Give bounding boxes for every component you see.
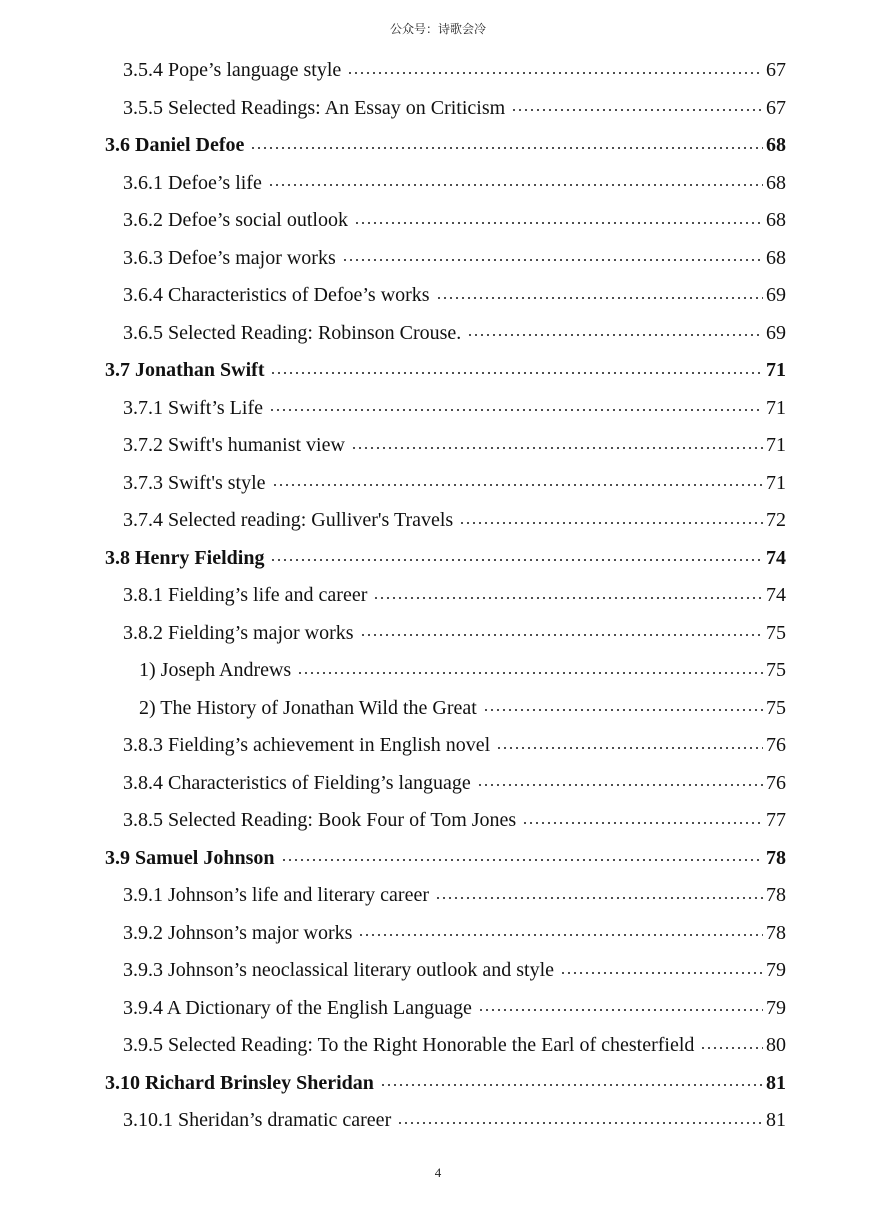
toc-entry-page: 77 bbox=[766, 809, 786, 832]
toc-entry[interactable] bbox=[0, 877, 876, 915]
toc-entry-page: 69 bbox=[766, 321, 786, 344]
toc-entry-title: 3.8.5 Selected Reading: Book Four of Tom Jones bbox=[123, 809, 522, 832]
toc-dot-leader bbox=[435, 895, 763, 901]
toc-entry-page: 68 bbox=[766, 171, 786, 194]
toc-entry-title: 3.9.3 Johnson’s neoclassical literary outlook and style bbox=[123, 959, 560, 982]
toc-dot-leader bbox=[477, 782, 763, 788]
toc-entry-page: 74 bbox=[766, 584, 786, 607]
toc-entry-page: 69 bbox=[766, 284, 786, 307]
toc-entry[interactable] bbox=[0, 1065, 876, 1103]
toc-entry[interactable] bbox=[0, 127, 876, 165]
table-of-contents bbox=[0, 52, 876, 1140]
toc-entry-title: 3.8.4 Characteristics of Fielding’s language bbox=[123, 772, 477, 795]
toc-entry-page: 71 bbox=[766, 359, 786, 382]
toc-entry-page: 79 bbox=[766, 996, 786, 1019]
toc-entry-page: 71 bbox=[766, 434, 786, 457]
toc-entry-page: 67 bbox=[766, 59, 786, 82]
toc-entry-page: 72 bbox=[766, 509, 786, 532]
toc-entry[interactable] bbox=[0, 652, 876, 690]
toc-entry[interactable] bbox=[0, 90, 876, 128]
toc-entry[interactable] bbox=[0, 277, 876, 315]
toc-entry-title: 3.9.5 Selected Reading: To the Right Honorable the Earl of chesterfield bbox=[123, 1034, 700, 1057]
toc-entry[interactable] bbox=[0, 165, 876, 203]
toc-entry-title: 3.7.2 Swift's humanist view bbox=[123, 434, 351, 457]
toc-dot-leader bbox=[360, 632, 763, 638]
toc-entry-page: 78 bbox=[766, 884, 786, 907]
toc-entry-title: 3.6.4 Characteristics of Defoe’s works bbox=[123, 284, 436, 307]
toc-dot-leader bbox=[560, 970, 763, 976]
toc-entry[interactable] bbox=[0, 465, 876, 503]
toc-entry-title: 3.5.4 Pope’s language style bbox=[123, 59, 347, 82]
page-number: 4 bbox=[434, 1165, 442, 1180]
toc-dot-leader bbox=[347, 70, 763, 76]
toc-entry[interactable] bbox=[0, 427, 876, 465]
toc-entry-page: 79 bbox=[766, 959, 786, 982]
toc-entry-page: 78 bbox=[766, 921, 786, 944]
toc-entry-page: 74 bbox=[766, 546, 786, 569]
toc-dot-leader bbox=[397, 1120, 763, 1126]
toc-entry[interactable] bbox=[0, 240, 876, 278]
toc-entry[interactable] bbox=[0, 690, 876, 728]
toc-entry-title: 3.8.3 Fielding’s achievement in English novel bbox=[123, 734, 496, 757]
toc-dot-leader bbox=[297, 670, 763, 676]
toc-entry-title: 3.9 Samuel Johnson bbox=[105, 847, 281, 870]
toc-dot-leader bbox=[269, 407, 763, 413]
toc-entry-page: 71 bbox=[766, 396, 786, 419]
toc-dot-leader bbox=[250, 145, 763, 151]
toc-entry-title: 3.7.1 Swift’s Life bbox=[123, 397, 269, 420]
toc-entry[interactable] bbox=[0, 615, 876, 653]
toc-entry-title: 3.6.2 Defoe’s social outlook bbox=[123, 209, 354, 232]
toc-entry-title: 3.5.5 Selected Readings: An Essay on Criticism bbox=[123, 97, 511, 120]
toc-entry-page: 75 bbox=[766, 696, 786, 719]
toc-dot-leader bbox=[351, 445, 763, 451]
toc-dot-leader bbox=[459, 520, 763, 526]
toc-entry-page: 71 bbox=[766, 471, 786, 494]
toc-entry-page: 81 bbox=[766, 1109, 786, 1132]
toc-entry-title: 3.6.1 Defoe’s life bbox=[123, 172, 268, 195]
page-header: 公众号：诗歌会冷 bbox=[389, 22, 486, 36]
toc-entry-title: 3.9.1 Johnson’s life and literary career bbox=[123, 884, 435, 907]
toc-dot-leader bbox=[281, 857, 764, 863]
toc-entry[interactable] bbox=[0, 502, 876, 540]
toc-entry[interactable] bbox=[0, 352, 876, 390]
toc-entry-page: 68 bbox=[766, 246, 786, 269]
toc-dot-leader bbox=[483, 707, 763, 713]
toc-entry-title: 3.8.2 Fielding’s major works bbox=[123, 622, 360, 645]
toc-entry-page: 76 bbox=[766, 734, 786, 757]
toc-dot-leader bbox=[496, 745, 763, 751]
toc-entry-page: 75 bbox=[766, 659, 786, 682]
toc-entry[interactable] bbox=[0, 390, 876, 428]
toc-dot-leader bbox=[522, 820, 763, 826]
toc-entry-title: 3.6.5 Selected Reading: Robinson Crouse. bbox=[123, 322, 467, 345]
toc-dot-leader bbox=[272, 482, 764, 488]
toc-entry-page: 81 bbox=[766, 1071, 786, 1094]
toc-entry-page: 75 bbox=[766, 621, 786, 644]
toc-entry[interactable] bbox=[0, 315, 876, 353]
toc-entry[interactable] bbox=[0, 990, 876, 1028]
toc-entry[interactable] bbox=[0, 1027, 876, 1065]
toc-dot-leader bbox=[436, 295, 763, 301]
toc-entry[interactable] bbox=[0, 952, 876, 990]
toc-entry-title: 3.10.1 Sheridan’s dramatic career bbox=[123, 1109, 397, 1132]
toc-entry-title: 3.7.3 Swift's style bbox=[123, 472, 272, 495]
toc-entry-title: 3.8.1 Fielding’s life and career bbox=[123, 584, 373, 607]
toc-dot-leader bbox=[270, 370, 763, 376]
toc-dot-leader bbox=[467, 332, 763, 338]
toc-entry[interactable] bbox=[0, 727, 876, 765]
toc-entry[interactable] bbox=[0, 1102, 876, 1140]
toc-entry-title: 3.7 Jonathan Swift bbox=[105, 359, 270, 382]
toc-entry-title: 3.9.4 A Dictionary of the English Language bbox=[123, 997, 478, 1020]
toc-dot-leader bbox=[268, 182, 763, 188]
toc-entry[interactable] bbox=[0, 802, 876, 840]
toc-dot-leader bbox=[373, 595, 763, 601]
toc-entry-title: 1) Joseph Andrews bbox=[139, 659, 297, 682]
toc-entry-page: 76 bbox=[766, 771, 786, 794]
toc-entry[interactable] bbox=[0, 840, 876, 878]
toc-dot-leader bbox=[700, 1045, 763, 1051]
toc-dot-leader bbox=[478, 1007, 763, 1013]
toc-entry-title: 3.7.4 Selected reading: Gulliver's Travels bbox=[123, 509, 459, 532]
toc-entry-page: 78 bbox=[766, 846, 786, 869]
toc-entry[interactable] bbox=[0, 915, 876, 953]
toc-dot-leader bbox=[511, 107, 763, 113]
toc-entry-page: 67 bbox=[766, 96, 786, 119]
toc-dot-leader bbox=[358, 932, 763, 938]
toc-entry-title: 3.9.2 Johnson’s major works bbox=[123, 922, 358, 945]
toc-entry-page: 68 bbox=[766, 209, 786, 232]
toc-dot-leader bbox=[354, 220, 763, 226]
toc-entry[interactable] bbox=[0, 765, 876, 803]
toc-entry-page: 68 bbox=[766, 134, 786, 157]
toc-dot-leader bbox=[380, 1082, 763, 1088]
toc-entry-title: 3.6 Daniel Defoe bbox=[105, 134, 250, 157]
toc-entry-page: 80 bbox=[766, 1034, 786, 1057]
toc-entry-title: 3.6.3 Defoe’s major works bbox=[123, 247, 342, 270]
toc-entry-title: 3.8 Henry Fielding bbox=[105, 547, 270, 570]
toc-entry[interactable] bbox=[0, 577, 876, 615]
toc-entry[interactable] bbox=[0, 540, 876, 578]
toc-entry[interactable] bbox=[0, 52, 876, 90]
toc-dot-leader bbox=[270, 557, 763, 563]
toc-dot-leader bbox=[342, 257, 763, 263]
toc-entry-title: 2) The History of Jonathan Wild the Great bbox=[139, 697, 483, 720]
toc-entry-title: 3.10 Richard Brinsley Sheridan bbox=[105, 1072, 380, 1095]
toc-entry[interactable] bbox=[0, 202, 876, 240]
